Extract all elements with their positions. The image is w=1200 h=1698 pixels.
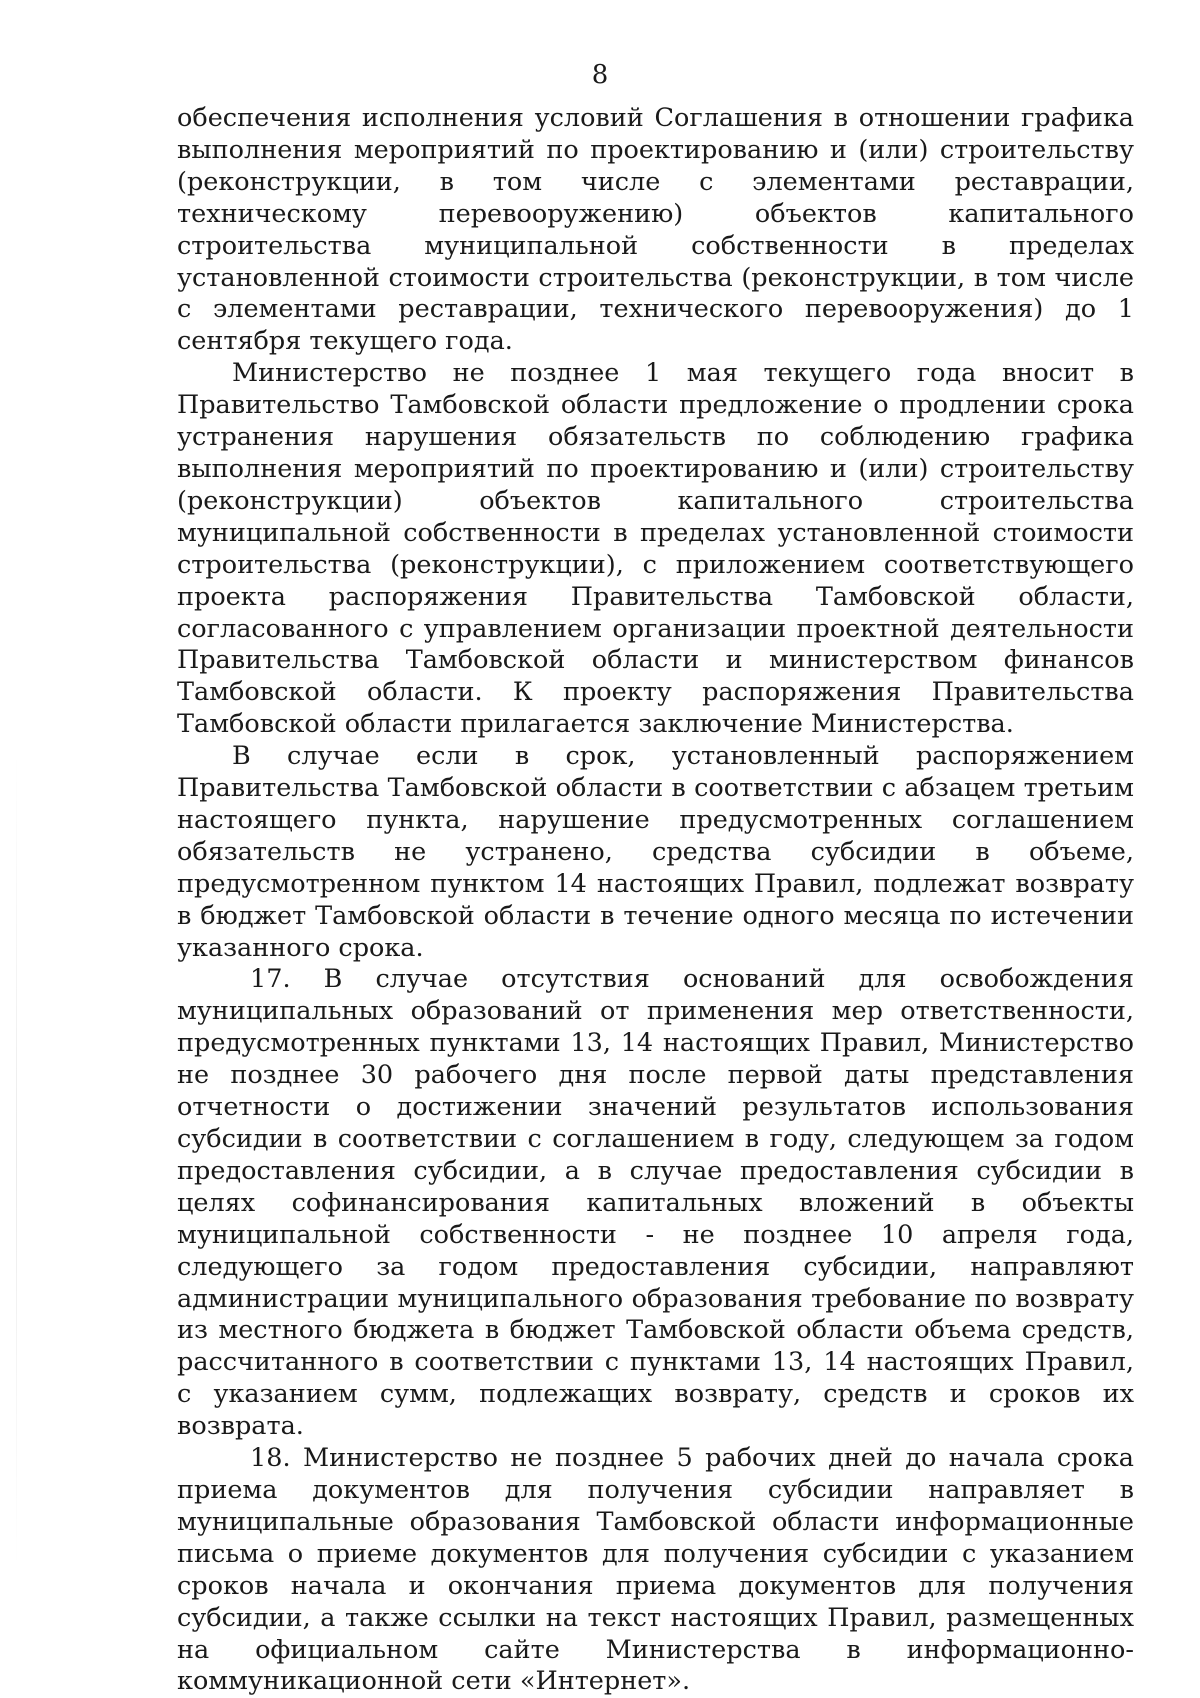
document-body — [177, 103, 1134, 1698]
paragraph-subsidy-return: В случае если в срок, установленный распоряжением Правительства Тамбовской области в соответствии с абзацем третьим настоящего пункта, нарушение предусмотренных соглашением обязательств не устранено, средства субсидии в объеме, предусмотренном пунктом 14 настоящих Правил, подлежат возврату в бюджет Тамбовской области в течение одного месяца по истечении указанного срока. — [177, 741, 1134, 963]
scan-edge-artifact — [16, 750, 17, 1570]
paragraph-item-17: 17. В случае отсутствия оснований для освобождения муниципальных образований от применения мер ответственности, предусмотренных пунктами 13, 14 настоящих Правил, Министерство не позднее 30 рабочего дня после первой даты представления отчетности о достижении значений результатов использования субсидии в соответствии с соглашением в году, следующем за годом предоставления субсидии, а в случае предоставления субсидии в целях софинансирования капитальных вложений в объекты муниципальной собственности - не позднее 10 апреля года, следующего за годом предоставления субсидии, направляют администрации муниципального образования требование по возврату из местного бюджета в бюджет Тамбовской области объема средств, рассчитанного в соответствии с пунктами 13, 14 настоящих Правил, с указанием сумм, подлежащих возврату, средств и сроков их возврата. — [177, 964, 1134, 1442]
paragraph-item-18: 18. Министерство не позднее 5 рабочих дней до начала срока приема документов для получения субсидии направляет в муниципальные образования Тамбовской области информационные письма о приеме документов для получения субсидии с указанием сроков начала и окончания приема документов для получения субсидии, а также ссылки на текст настоящих Правил, размещенных на официальном сайте Министерства в информационно-коммуникационной сети «Интернет». — [177, 1443, 1134, 1697]
paragraph-ministry-proposal: Министерство не позднее 1 мая текущего года вносит в Правительство Тамбовской области предложение о продлении срока устранения нарушения обязательств по соблюдению графика выполнения мероприятий по проектированию и (или) строительству (реконструкции) объектов капитального строительства муниципальной собственности в пределах установленной стоимости строительства (реконструкции), с приложением соответствующего проекта распоряжения Правительства Тамбовской области, согласованного с управлением организации проектной деятельности Правительства Тамбовской области и министерством финансов Тамбовской области. К проекту распоряжения Правительства Тамбовской области прилагается заключение Министерства. — [177, 358, 1134, 740]
paragraph-continuation: обеспечения исполнения условий Соглашения в отношении графика выполнения мероприятий по проектированию и (или) строительству (реконструкции, в том числе с элементами реставрации, техническому перевооружению) объектов капитального строительства муниципальной собственности в пределах установленной стоимости строительства (реконструкции, в том числе с элементами реставрации, технического перевооружения) до 1 сентября текущего года. — [177, 103, 1134, 357]
page-number: 8 — [591, 60, 609, 90]
